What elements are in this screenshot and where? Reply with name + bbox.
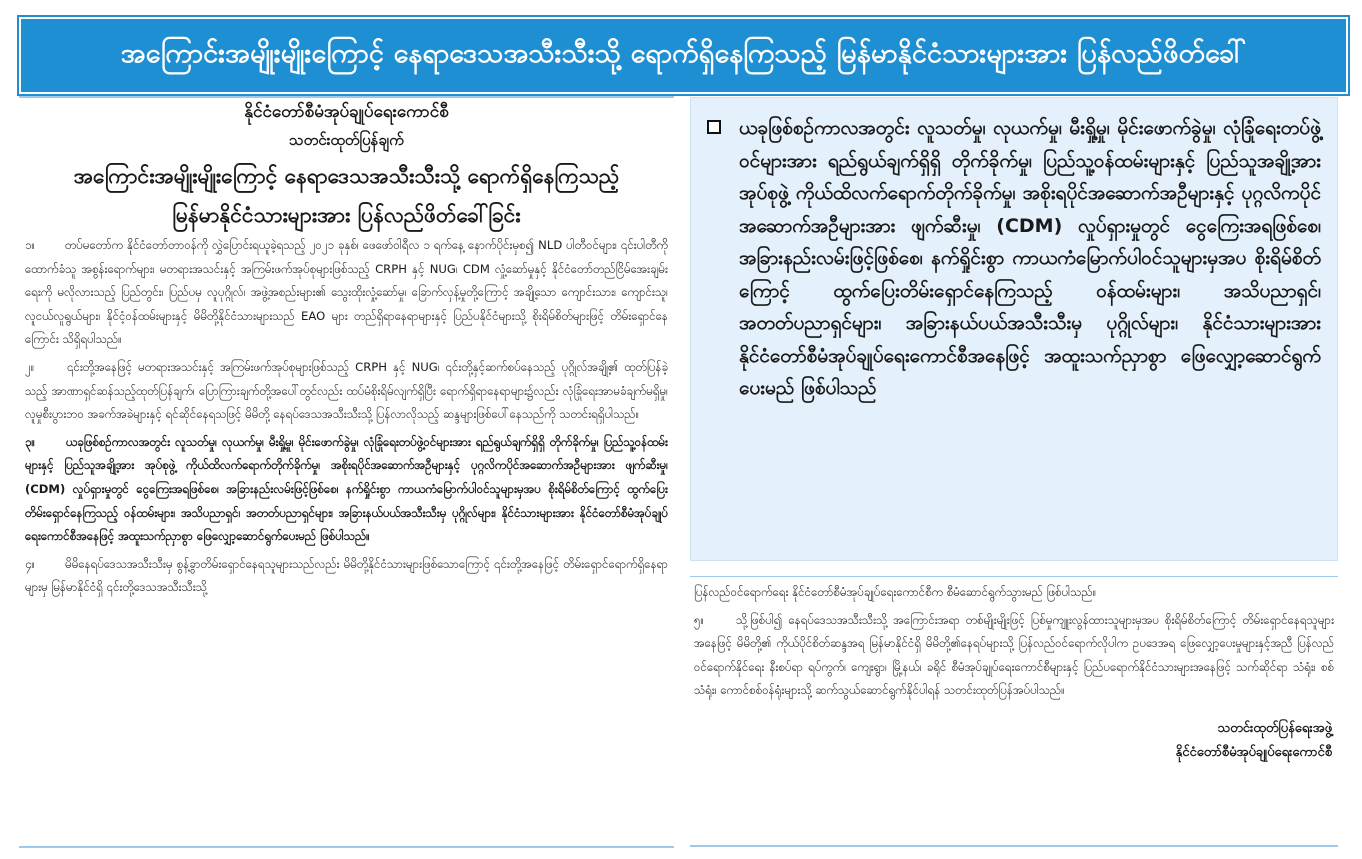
paragraph-4-continued: ပြန်လည်ဝင်ရောက်ရေး နိုင်ငံတော်စီမံအုပ်ချုပ်ရေးကောင်စီက စီမံဆောင်ရွက်သွားမည် ဖြစ်ပါသည်။	[694, 585, 1097, 599]
document-type-heading: သတင်းထုတ်ပြန်ချက်	[289, 131, 404, 149]
release-title-line-1: အကြောင်းအမျိုးမျိုးကြောင့် နေရာဒေသအသီးသီးသို့ ရောက်ရှိနေကြသည့်	[73, 164, 620, 188]
signature-line-1: သတင်းထုတ်ပြန်ရေးအဖွဲ့	[1217, 720, 1332, 736]
paragraph-text: ၎င်းတို့အနေဖြင့် မတရားအသင်းနှင့် အကြမ်းဖက်အုပ်စုများဖြစ်သည့် CRPH နှင့် NUG၊ ၎င်းတို့နှင့်ဆက်စပ်နေသည့် ပုဂ္ဂိုလ်အချို့၏ ထုတ်ပြန်ခဲ့သည့် အာဏာရှင်ဆန်သည့်ထုတ်ပြန်ချက်၊ ပြောကြားချက်တို့အပေါ်တွင်လည်း ထပ်မံစိုးရိမ်လျက်ရှိပြီး ရောက်ရှိရာနေရာများ၌လည်း လုံခြုံရေးအာမခံချက်မရှိမှု၊ လူမှုစီးပွားဘဝ အခက်အခဲများနှင့် ရင်ဆိုင်နေရသဖြင့် မိမိတို့ နေရပ်ဒေသအသီးသီးသို့ ပြန်လာလိုသည့် ဆန္ဒများဖြစ်ပေါ်နေသည်ကို သတင်းရရှိပါသည်။	[25, 359, 668, 422]
issuer-heading: နိုင်ငံတော်စီမံအုပ်ချုပ်ရေးကောင်စီ	[244, 102, 449, 122]
checkbox-bullet-icon	[707, 120, 721, 134]
paragraph-2	[19, 356, 674, 427]
paragraph-number: ၄။	[25, 556, 36, 571]
paragraph-5	[690, 609, 1338, 703]
paragraph-text: သို့ဖြစ်ပါ၍ နေရပ်ဒေသအသီးသီးသို့ အကြောင်းအရာ တစ်မျိုးမျိုးဖြင့် ပြစ်မှုကျူးလွန်ထားသူများမှအပ စိုးရိမ်စိတ်ကြောင့် တိမ်းရှောင်နေရသူများအနေဖြင့် မိမိတို့၏ ကိုယ်ပိုင်စိတ်ဆန္ဒအရ မြန်မာနိုင်ငံရှိ မိမိတို့၏နေရပ်များသို့ ပြန်လည်ဝင်ရောက်လိုပါက ဥပဒေအရ ဖြေလျှော့ပေးမှုများနှင့်အညီ ပြန်လည်ဝင်ရောက်နိုင်ရေး နီးစပ်ရာ ရပ်ကွက်၊ ကျေးရွာ၊ မြို့နယ်၊ ခရိုင် စီမံအုပ်ချုပ်ရေးကောင်စီများနှင့် ပြည်ပရောက်နိုင်ငံသားများအနေဖြင့် သက်ဆိုင်ရာ သံရုံး၊ စစ်သံရုံး၊ ကောင်စစ်ဝန်ရုံးများသို့ ဆက်သွယ်ဆောင်ရွက်နိုင်ပါရန် သတင်းထုတ်ပြန်အပ်ပါသည်။	[694, 612, 1335, 698]
paragraph-number: ၅။	[694, 612, 705, 627]
paragraph-text: တပ်မတော်က နိုင်ငံတော်တာဝန်ကို လွှဲပြောင်းရယူခဲ့ရသည့် ၂၀၂၁ ခုနှစ်၊ ဖေဖော်ဝါရီလ ၁ ရက်နေ့ နောက်ပိုင်းမှစ၍ NLD ပါတီဝင်များ၊ ၎င်းပါတီကိုထောက်ခံသူ အစွန်းရောက်များ၊ မတရားအသင်းနှင့် အကြမ်းဖက်အုပ်စုများဖြစ်သည့် CRPH နှင့် NUG၊ CDM လှုံ့ဆော်မှုနှင့် နိုင်ငံတော်တည်ငြိမ်အေးချမ်းရေးကို မလိုလားသည့် ပြည်တွင်း၊ ပြည်ပမှ လူပုဂ္ဂိုလ်၊ အဖွဲ့အစည်းများ၏ သွေးထိုးလှုံ့ဆော်မှု၊ ခြောက်လှန့်မှုတို့ကြောင့် အချို့သော ကျောင်းသား၊ ကျောင်းသူ၊ လူငယ်လူရွယ်များ၊ နိုင်ငံ့ဝန်ထမ်းများနှင့် မိမိတို့နိုင်ငံသားများသည် EAO များ တည်ရှိရာနေရာများနှင့် ပြည်ပနိုင်ငံများသို့ စိုးရိမ်စိတ်များဖြင့် တိမ်းရှောင်နေကြောင်း သိရှိရပါသည်။	[25, 238, 669, 347]
highlight-callout-box	[690, 97, 1338, 561]
headline-banner	[19, 17, 1348, 94]
paragraph-number: ၃။	[25, 434, 36, 449]
paragraph-number: ၂။	[25, 359, 35, 374]
callout-text: ယခုဖြစ်စဉ်ကာလအတွင်း လူသတ်မှု၊ လုယက်မှု၊ မီးရှို့မှု၊ မိုင်းဖောက်ခွဲမှု၊ လုံခြုံရေးတပ်ဖွဲ့ဝင်များအား ရည်ရွယ်ချက်ရှိရှိ တိုက်ခိုက်မှု၊ ပြည်သူ့ဝန်ထမ်းများနှင့် ပြည်သူအချို့အား အုပ်စုဖွဲ့ ကိုယ်ထိလက်ရောက်တိုက်ခိုက်မှု၊ အစိုးရပိုင်အဆောက်အဦများနှင့် ပုဂ္ဂလိကပိုင်အဆောက်အဦများအား ဖျက်ဆီးမှု၊ (CDM) လှုပ်ရှားမှုတွင် ငွေကြေးအရဖြစ်စေ၊ အခြားနည်းလမ်းဖြင့်ဖြစ်စေ၊ နက်ရှိုင်းစွာ ကာယကံမြောက်ပါဝင်သူများမှအပ စိုးရိမ်စိတ်ကြောင့် ထွက်ပြေးတိမ်းရှောင်နေကြသည့် ဝန်ထမ်းများ၊ အသိပညာရှင်၊ အတတ်ပညာရှင်များ၊ အခြားနယ်ပယ်အသီးသီးမှ ပုဂ္ဂိုလ်များ၊ နိုင်ငံသားများအား နိုင်ငံတော်စီမံအုပ်ချုပ်ရေးကောင်စီအနေဖြင့် အထူးသက်ညှာစွာ ဖြေလျှော့ဆောင်ရွက်ပေးမည် ဖြစ်ပါသည်	[739, 117, 1321, 399]
paragraph-1	[19, 234, 674, 352]
headline-text: အကြောင်းအမျိုးမျိုးကြောင့် နေရာဒေသအသီးသီးသို့ ရောက်ရှိနေကြသည့် မြန်မာနိုင်ငံသားများအား ပြန်လည်ဖိတ်ခေါ်	[120, 37, 1247, 69]
paragraph-text: မိမိနေရပ်ဒေသအသီးသီးမှ စွန့်ခွာတိမ်းရှောင်နေရသူများသည်လည်း မိမိတို့နိုင်ငံသားများဖြစ်သောကြောင့် ၎င်းတို့အနေဖြင့် တိမ်းရှောင်ရောက်ရှိနေရာများမှ မြန်မာနိုင်ငံရှိ ၎င်းတို့ဒေသအသီးသီးသို့	[25, 556, 668, 595]
paragraph-number: ၁။	[25, 238, 36, 252]
signature-block	[690, 717, 1338, 765]
paragraph-text: ယခုဖြစ်စဉ်ကာလအတွင်း လူသတ်မှု၊ လုယက်မှု၊ မီးရှို့မှု၊ မိုင်းဖောက်ခွဲမှု၊ လုံခြုံရေးတပ်ဖွဲ့ဝင်များအား ရည်ရွယ်ချက်ရှိရှိ တိုက်ခိုက်မှု၊ ပြည်သူ့ဝန်ထမ်းများနှင့် ပြည်သူအချို့အား အုပ်စုဖွဲ့ ကိုယ်ထိလက်ရောက်တိုက်ခိုက်မှု၊ အစိုးရပိုင်အဆောက်အဦများနှင့် ပုဂ္ဂလိကပိုင်အဆောက်အဦများအား ဖျက်ဆီးမှု၊ (CDM) လှုပ်ရှားမှုတွင် ငွေကြေးအရဖြစ်စေ၊ အခြားနည်းလမ်းဖြင့်ဖြစ်စေ၊ နက်ရှိုင်းစွာ ကာယကံမြောက်ပါဝင်သူများမှအပ စိုးရိမ်စိတ်ကြောင့် ထွက်ပြေးတိမ်းရှောင်နေကြသည့် ဝန်ထမ်းများ၊ အသိပညာရှင်၊ အတတ်ပညာရှင်များ၊ အခြားနယ်ပယ်အသီးသီးမှ ပုဂ္ဂိုလ်များ၊ နိုင်ငံသားများအား နိုင်ငံတော်စီမံအုပ်ချုပ်ရေးကောင်စီအနေဖြင့် အထူးသက်ညှာစွာ ဖြေလျှော့ဆောင်ရွက်ပေးမည် ဖြစ်ပါသည်။	[25, 434, 668, 544]
release-title-line-2: မြန်မာနိုင်ငံသားများအား ပြန်လည်ဖိတ်ခေါ်ခြင်း	[172, 203, 521, 227]
left-column	[19, 96, 674, 848]
right-column	[690, 576, 1338, 847]
signature-line-2: နိုင်ငံတော်စီမံအုပ်ချုပ်ရေးကောင်စီ	[1175, 744, 1332, 760]
paragraph-3	[19, 431, 674, 549]
paragraph-4	[19, 553, 674, 600]
